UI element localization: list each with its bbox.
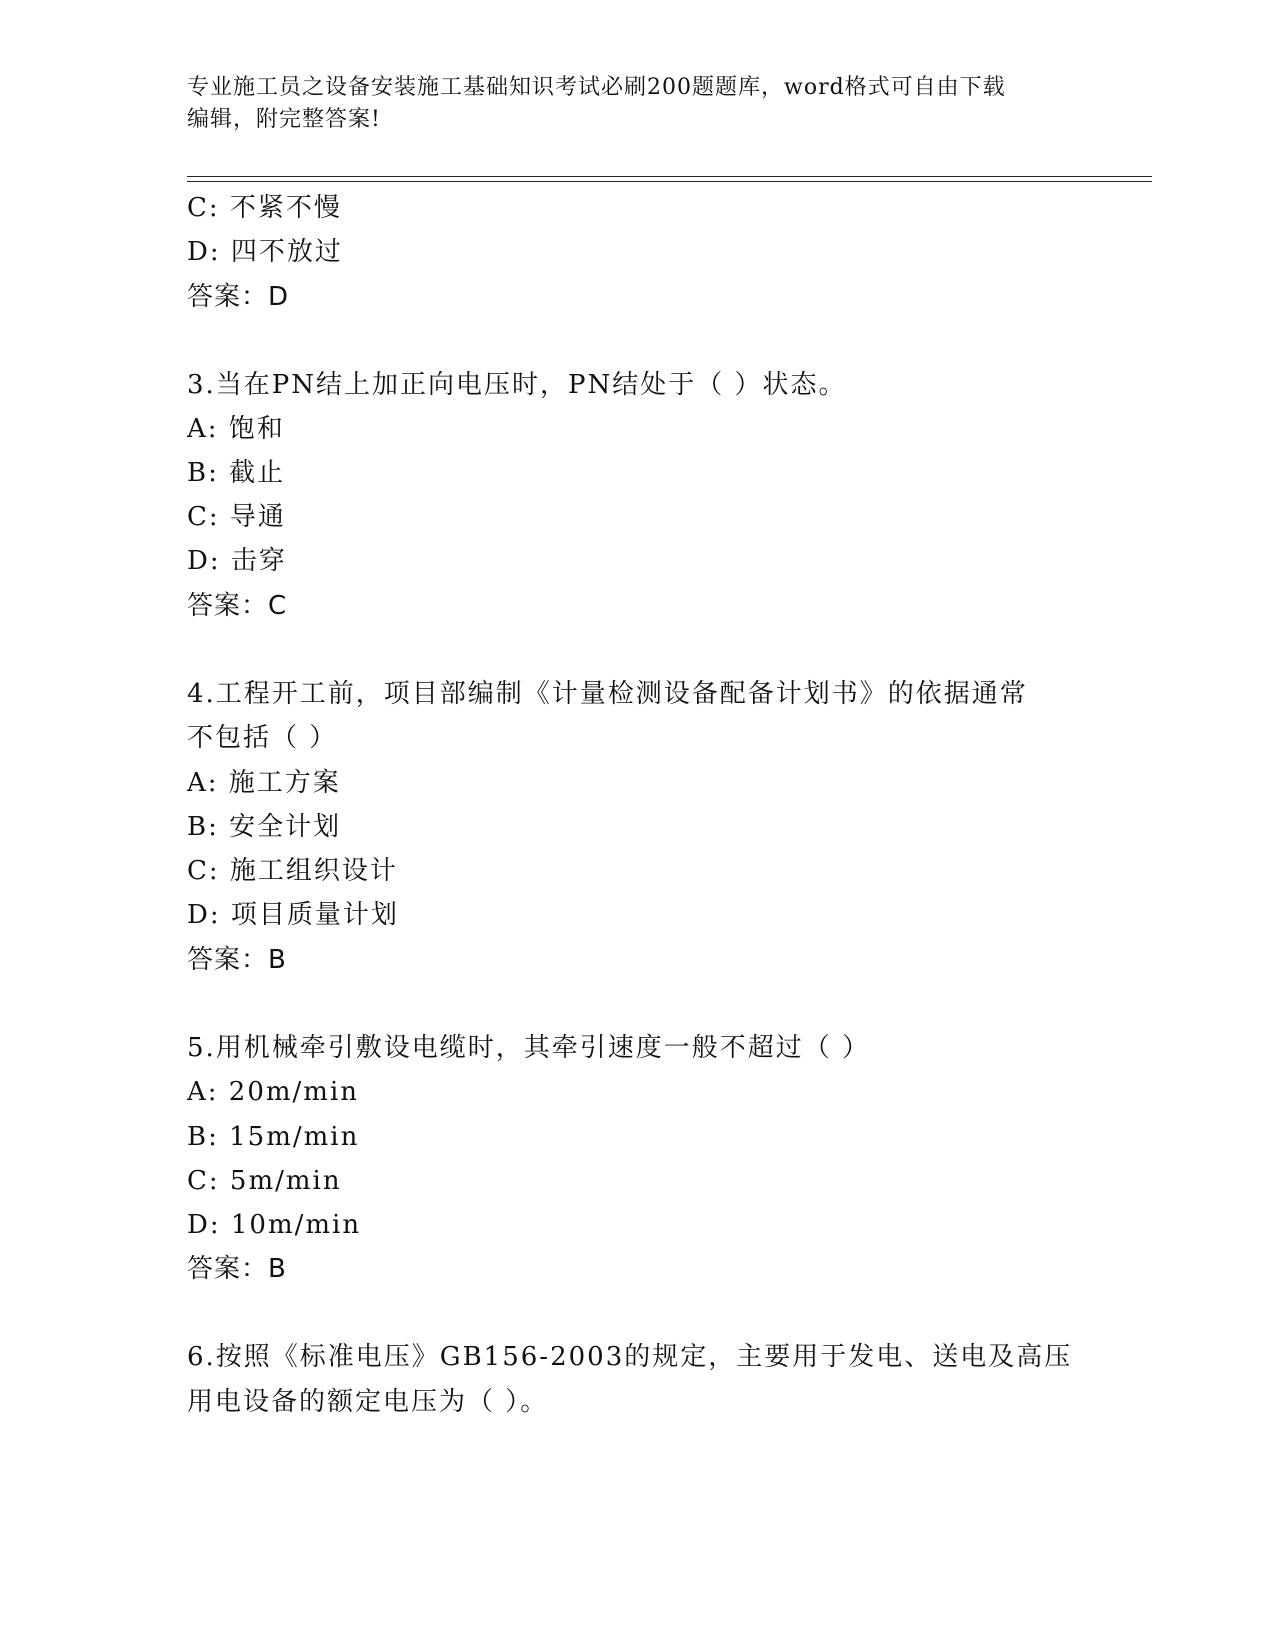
q5-question: 5.用机械牵引敷设电缆时，其牵引速度一般不超过（ ） (187, 1033, 871, 1063)
q5-answer: 答案：B (187, 1254, 287, 1284)
q3-option-d: D: 击穿 (187, 546, 287, 576)
q5-option-b: B: 15m/min (187, 1122, 360, 1152)
q3-option-a: A: 饱和 (187, 414, 285, 444)
q3-option-b: B: 截止 (187, 458, 286, 488)
q5-option-d: D: 10m/min (187, 1210, 362, 1240)
q4-option-b: B: 安全计划 (187, 812, 342, 842)
document-header (187, 72, 1067, 136)
q3-answer: 答案：C (187, 591, 288, 621)
header-divider-top (187, 176, 1152, 177)
q4-option-a: A: 施工方案 (187, 768, 341, 798)
q5-option-c: C: 5m/min (187, 1166, 342, 1196)
q6-question-line-2: 用电设备的额定电压为（ ）。 (187, 1387, 549, 1417)
header-divider-bottom (187, 181, 1152, 182)
q2-answer: 答案：D (187, 282, 290, 312)
q2-option-d: D: 四不放过 (187, 237, 343, 267)
q3-question: 3.当在PN结上加正向电压时，PN结处于（ ）状态。 (187, 370, 847, 400)
header-title-line-1: 专业施工员之设备安装施工基础知识考试必刷200题题库，word格式可自由下载 (187, 75, 1006, 100)
q5-option-a: A: 20m/min (187, 1077, 360, 1107)
q4-question-line-1: 4.工程开工前，项目部编制《计量检测设备配备计划书》的依据通常 (187, 679, 1028, 709)
q6-question-line-1: 6.按照《标准电压》GB156-2003的规定，主要用于发电、送电及高压 (187, 1342, 1073, 1372)
q4-option-d: D: 项目质量计划 (187, 900, 399, 930)
q4-option-c: C: 施工组织设计 (187, 856, 398, 886)
q4-answer: 答案：B (187, 945, 287, 975)
q2-option-c: C: 不紧不慢 (187, 193, 342, 223)
q3-option-c: C: 导通 (187, 502, 286, 532)
q4-question-line-2: 不包括（ ） (187, 723, 338, 753)
header-title-line-2: 编辑，附完整答案! (187, 107, 381, 132)
